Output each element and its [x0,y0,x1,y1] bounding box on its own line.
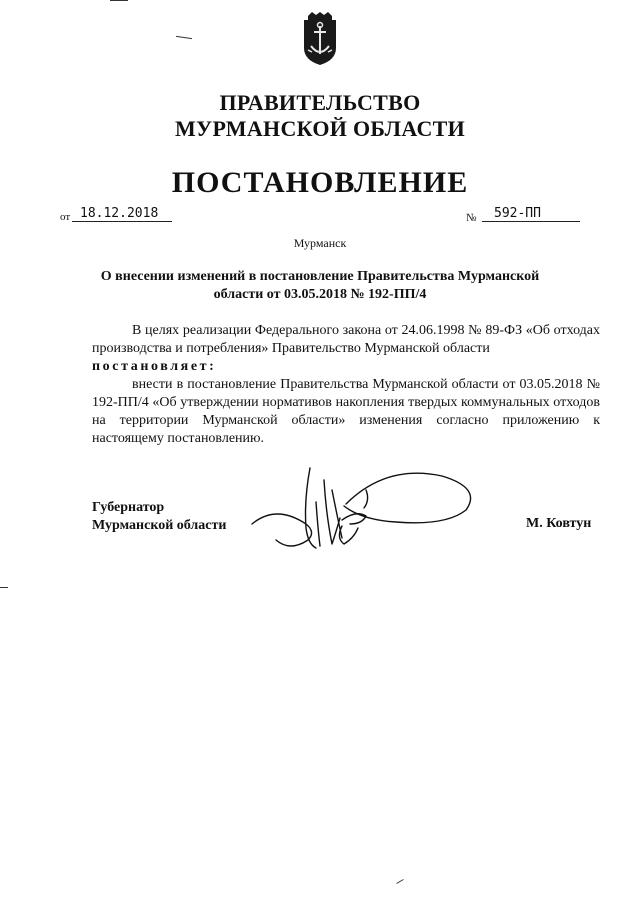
city: Мурманск [293,236,347,250]
signatory-role-line2: Мурманской области [92,518,227,533]
signatory-name: М. Ковтун [526,516,592,531]
scan-mark-bottom [396,879,403,884]
government-title-line2: МУРМАНСКОЙ ОБЛАСТИ [174,116,466,141]
date-label: от [60,211,71,223]
scan-mark-top-right [176,36,192,39]
coat-of-arms-icon [302,12,338,66]
handwritten-signature [246,460,486,570]
scan-mark-top [110,0,128,1]
signatory-role [92,499,226,535]
body-paragraph-resolution: внести в постановление Правительства Мурманской области от 03.05.2018 № 192-ПП/4 «Об утверждении нормативов накопления твердых коммунальных отходов на территории Мурманской области» изменения согласно приложению к настоящему постановлению. [92,377,600,446]
scan-mark-left [0,587,8,588]
document-date: 18.12.2018 [72,206,172,222]
document-subject: О внесении изменений в постановление Правительства Мурманской области от 03.05.2018 № 192-ПП/4 [100,269,540,302]
document-type: ПОСТАНОВЛЕНИЕ [171,166,469,199]
government-title-line1: ПРАВИТЕЛЬСТВО [219,90,421,115]
signatory-role-line1: Губернатор [92,500,165,515]
document-number: 592-ПП [482,206,580,222]
resolves-heading: постановляет: [92,359,217,374]
body-paragraph-preamble: В целях реализации Федерального закона от 24.06.1998 № 89-ФЗ «Об отходах производства и потребления» Правительство Мурманской области [92,323,600,356]
number-label: № [466,212,477,224]
